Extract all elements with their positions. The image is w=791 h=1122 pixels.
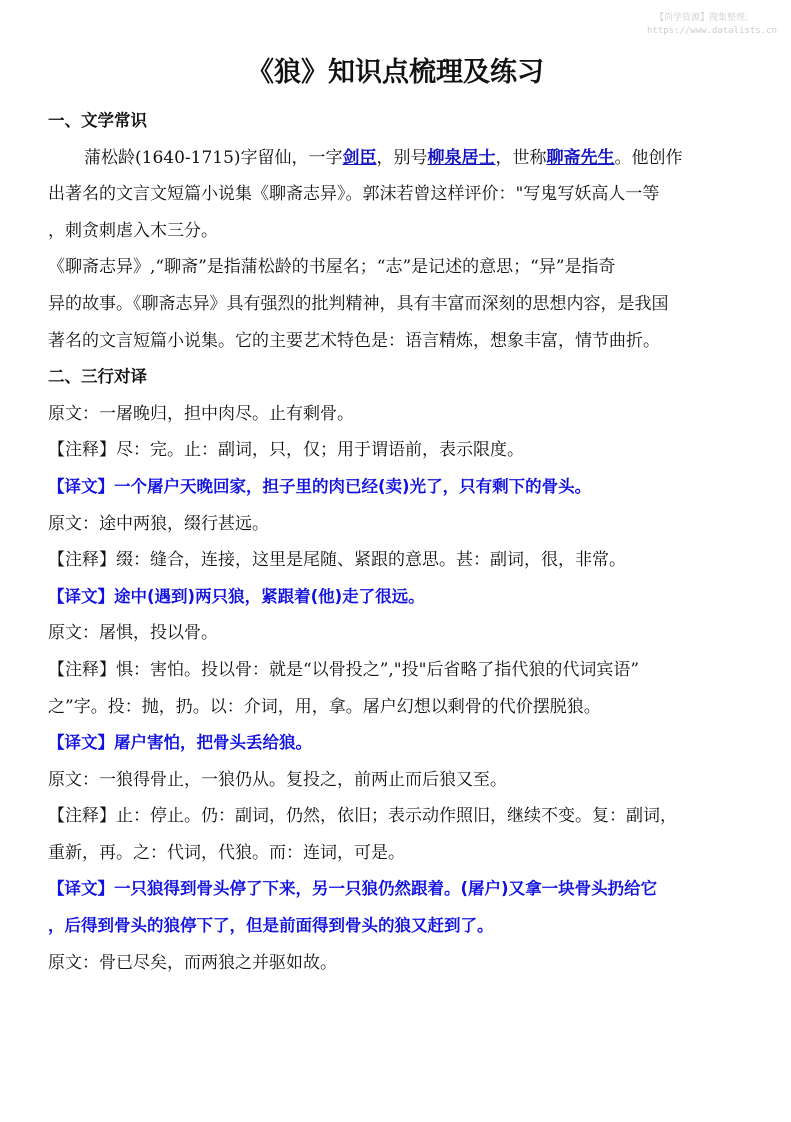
paragraph-line: 异的故事。《聊斋志异》具有强烈的批判精神，具有丰富而深刻的思想内容，是我国 (48, 293, 669, 314)
paragraph-line: ，刺贪刺虐入木三分。 (48, 220, 218, 241)
paragraph-line: 出著名的文言文短篇小说集《聊斋志异》。郭沫若曾这样评价："写鬼写妖高人一等 (48, 184, 660, 205)
watermark-url: https://www.datalists.cn (646, 26, 777, 36)
page-title: 《狼》知识点梳理及练习 (247, 57, 544, 88)
translation-line: ，后得到骨头的狼停下了，但是前面得到骨头的狼又赶到了。 (48, 916, 494, 936)
link-liuquanjushi[interactable]: 柳泉居士 (427, 147, 496, 168)
link-liaozhaixiansheng[interactable]: 聊斋先生 (546, 147, 615, 168)
paragraph-line (48, 140, 748, 177)
text-line: 原文：一狼得骨止，一狼仍从。复投之，前两止而后狼又至。 (48, 769, 507, 790)
text: 。他创作 (614, 147, 683, 168)
text-line: 重新，再。之：代词，代狼。而：连词，可是。 (48, 842, 405, 863)
link-jianchen[interactable]: 剑臣 (342, 147, 377, 168)
watermark-text: 【尚学资源】搜集整理: (654, 13, 748, 23)
text-line: 之”字。投：抛，扔。以：介词，用，拿。屠户幻想以剩骨的代价摆脱狼。 (48, 696, 601, 717)
section-heading: 一、文学常识 (48, 111, 147, 130)
text-line: 【注释】惧：害怕。投以骨：就是“以骨投之”,"投"后省略了指代狼的代词宾语” (48, 659, 640, 680)
paragraph-line: 著名的文言短篇小说集。它的主要艺术特色是：语言精炼，想象丰富，情节曲折。 (48, 330, 660, 351)
text: ，世称 (495, 147, 547, 168)
text-line: 【注释】缀：缝合，连接，这里是尾随、紧跟的意思。甚：副词，很，非常。 (48, 550, 626, 571)
translation-line: 【译文】一只狼得到骨头停了下来，另一只狼仍然跟着。(屠户)又拿一块骨头扔给它 (48, 879, 658, 899)
text: ，别号 (376, 147, 428, 168)
text-line: 原文：一屠晚归，担中肉尽。止有剩骨。 (48, 403, 354, 424)
text-line: 原文：屠惧，投以骨。 (48, 623, 218, 644)
text-line: 【注释】尽：完。止：副词，只，仅；用于谓语前，表示限度。 (48, 440, 524, 461)
text-line: 原文：途中两狼，缀行甚远。 (48, 513, 269, 534)
text-line: 【注释】止：停止。仍：副词，仍然，依旧；表示动作照旧，继续不变。复：副词， (48, 806, 677, 827)
text: 蒲松龄(1640-1715)字留仙，一字 (84, 147, 343, 168)
translation-line: 【译文】一个屠户天晚回家，担子里的肉已经(卖)光了，只有剩下的骨头。 (48, 476, 592, 496)
text-line: 原文：骨已尽矣，而两狼之并驱如故。 (48, 952, 337, 973)
translation-lines (48, 396, 748, 982)
translation-line: 【译文】屠户害怕，把骨头丢给狼。 (48, 733, 312, 753)
section-heading: 二、三行对译 (48, 367, 147, 387)
translation-line: 【译文】途中(遇到)两只狼，紧跟着(他)走了很远。 (48, 586, 425, 606)
watermark (647, 12, 777, 38)
paragraph-line: 《聊斋志异》,“聊斋”是指蒲松龄的书屋名；“志”是记述的意思；“异”是指奇 (48, 257, 616, 278)
document-body (48, 103, 748, 981)
